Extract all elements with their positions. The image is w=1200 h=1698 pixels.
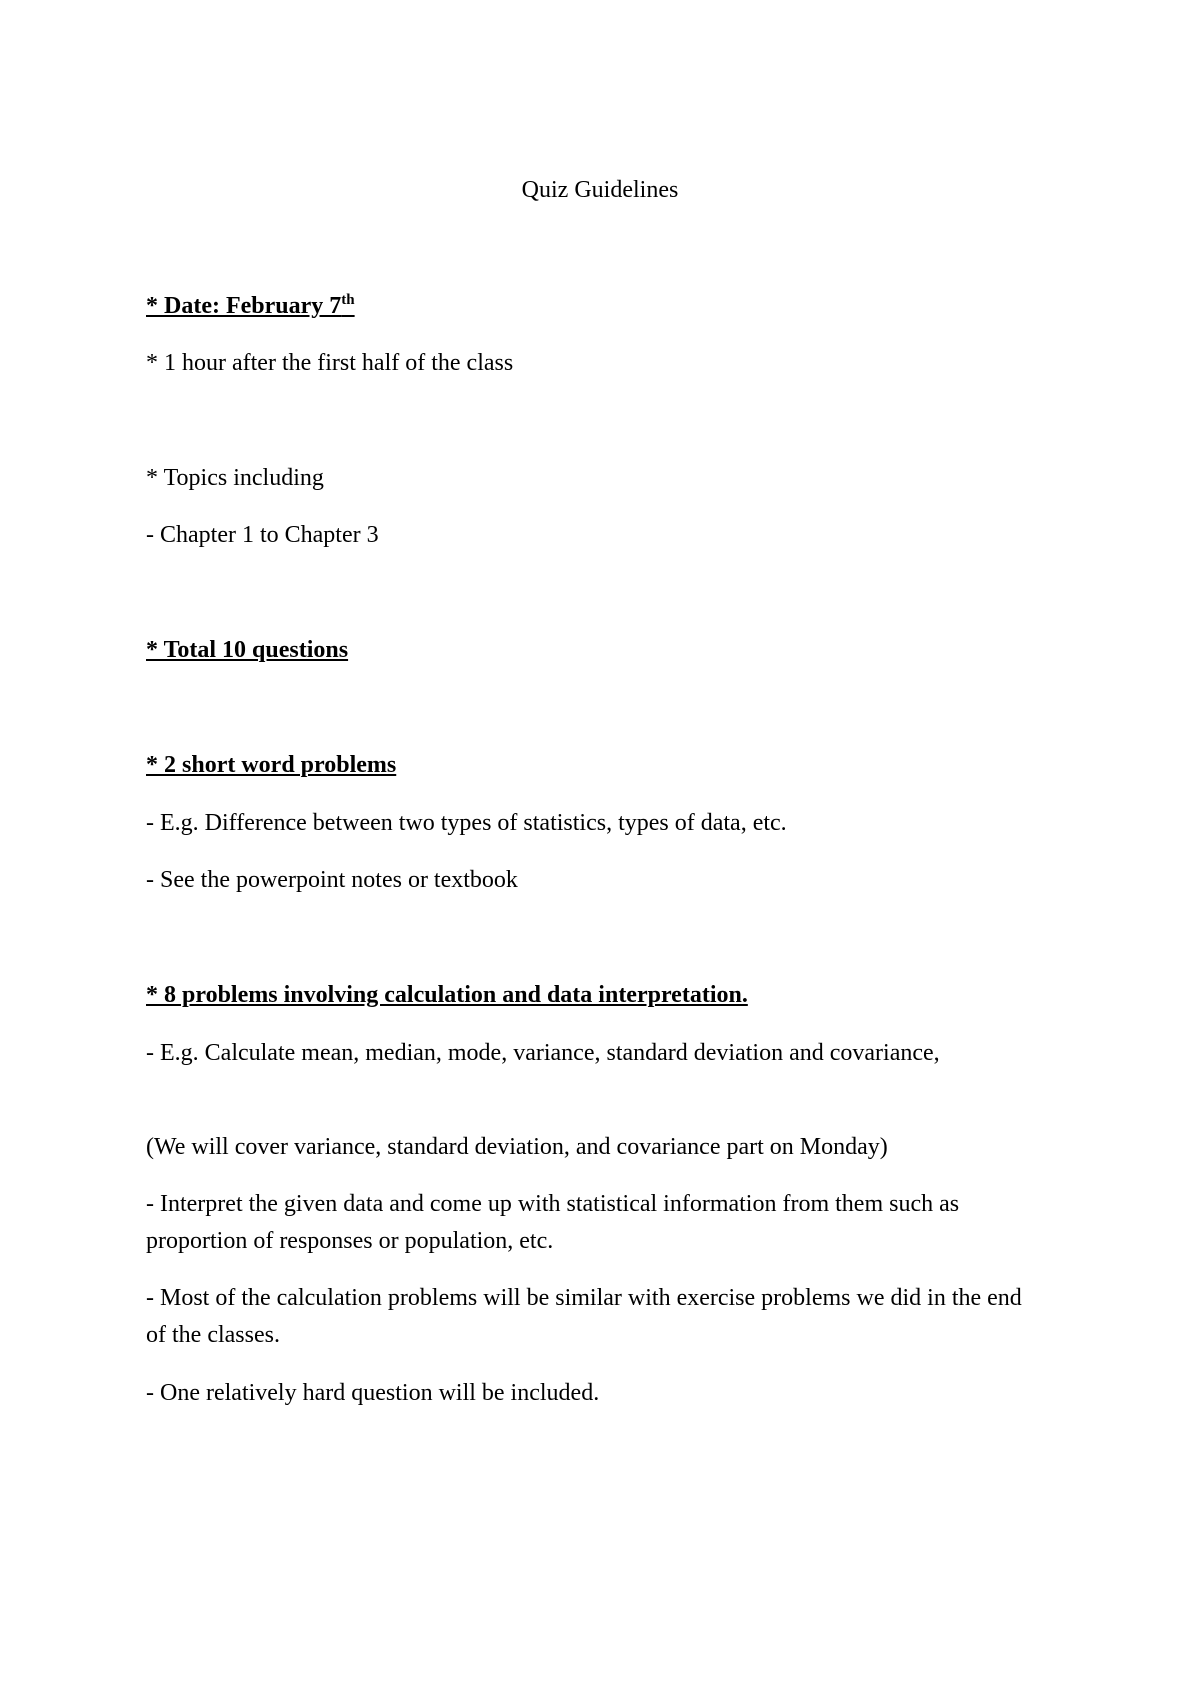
quiz-date-text: * Date: February 7 (146, 293, 342, 319)
total-questions: * Total 10 questions (146, 637, 349, 663)
topics-range: - Chapter 1 to Chapter 3 (146, 522, 379, 548)
calculation-note: (We will cover variance, standard deviation, and covariance part on Monday) (146, 1134, 888, 1160)
quiz-date-superscript: th (341, 292, 355, 308)
calculation-interpret: - Interpret the given data and come up with statistical information from them such as proportion of responses or population, etc. (146, 1191, 960, 1254)
quiz-date (146, 288, 355, 325)
topics-heading: * Topics including (146, 465, 324, 491)
quiz-timing: * 1 hour after the first half of the class (146, 350, 514, 376)
short-word-heading: * 2 short word problems (146, 752, 397, 778)
short-word-reference: - See the powerpoint notes or textbook (146, 867, 518, 893)
page-title: Quiz Guidelines (521, 177, 679, 203)
calculation-hard: - One relatively hard question will be included. (146, 1380, 600, 1406)
short-word-example: - E.g. Difference between two types of statistics, types of data, etc. (146, 810, 787, 836)
calculation-heading: * 8 problems involving calculation and data interpretation. (146, 982, 748, 1008)
calculation-example: - E.g. Calculate mean, median, mode, variance, standard deviation and covariance, (146, 1040, 940, 1066)
calculation-similar: - Most of the calculation problems will be similar with exercise problems we did in the end of the classes. (146, 1285, 1022, 1348)
